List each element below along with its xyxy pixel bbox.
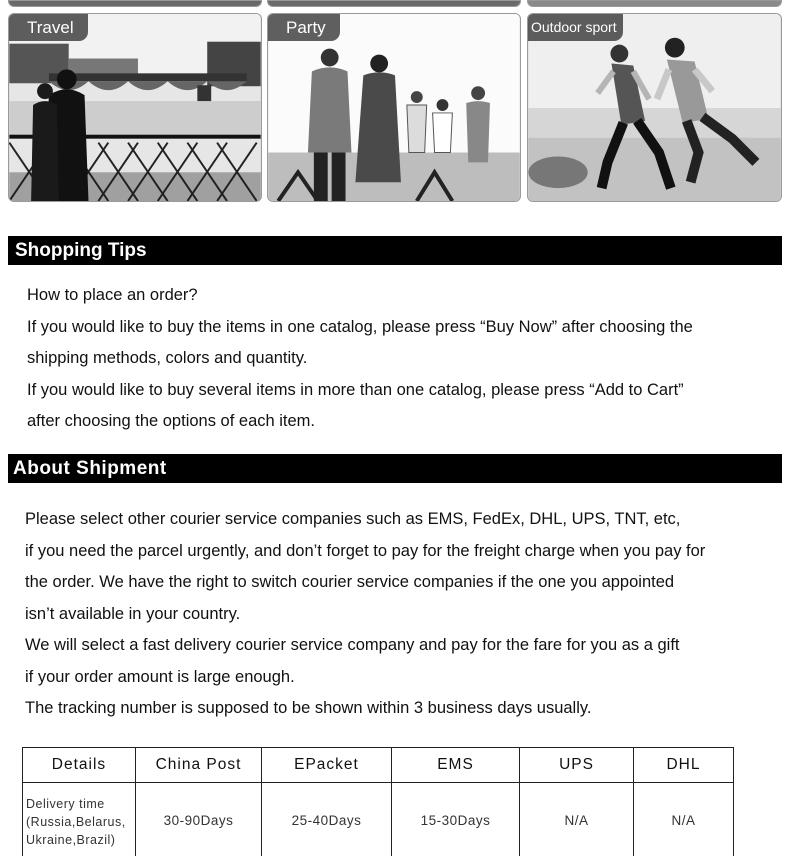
delivery-time-label-line: (Russia,Belarus, (26, 814, 126, 829)
about-shipment-header: About Shipment (8, 454, 782, 483)
about-shipment-line: if your order amount is large enough. (25, 667, 295, 686)
about-shipment-line: Please select other courier service companies such as EMS, FedEx, DHL, UPS, TNT, etc, (25, 510, 681, 528)
header-dhl: DHL (634, 748, 734, 783)
previous-images-strip (0, 0, 790, 8)
outdoor-sport-photo-icon (528, 14, 781, 201)
about-shipment-line: isn’t available in your country. (25, 604, 241, 623)
party-tile[interactable] (267, 13, 521, 202)
about-shipment-line: We will select a fast delivery courier service company and pay for the fare for you as a gift (25, 636, 680, 654)
shopping-tips-header: Shopping Tips (8, 236, 782, 265)
header-china-post: China Post (136, 748, 262, 783)
ups-time: N/A (520, 783, 634, 856)
shopping-tips-line: If you would like to buy the items in one catalog, please press “Buy Now” after choosing the (27, 317, 693, 336)
delivery-time-label-line: Delivery time (26, 796, 105, 811)
header-epacket: EPacket (262, 748, 392, 783)
outdoor-sport-label: Outdoor sport (528, 14, 623, 41)
dhl-time: N/A (634, 783, 734, 856)
header-ups: UPS (520, 748, 634, 783)
china-post-time: 30-90Days (136, 783, 262, 856)
about-shipment-line: the order. We have the right to switch courier service companies if the one you appointed (25, 573, 675, 591)
header-details: Details (23, 748, 136, 783)
shopping-tips-line: If you would like to buy several items in more than one catalog, please press “Add to Cart” (27, 380, 684, 399)
travel-photo-icon (9, 14, 261, 201)
about-shipment-line: if you need the parcel urgently, and don’t forget to pay for the freight charge when you pay for (25, 541, 706, 560)
about-shipment-text (25, 504, 705, 725)
shipping-table (22, 747, 734, 856)
travel-tile[interactable] (8, 13, 262, 202)
about-shipment-line: The tracking number is supposed to be shown within 3 business days usually. (25, 699, 592, 717)
outdoor-sport-tile[interactable] (527, 13, 782, 202)
header-ems: EMS (392, 748, 520, 783)
travel-label: Travel (9, 14, 88, 41)
delivery-time-label-line: Ukraine,Brazil) (26, 832, 116, 847)
previous-image-3 (527, 0, 782, 7)
shopping-tips-text (27, 280, 693, 438)
shopping-tips-line: shipping methods, colors and quantity. (27, 349, 308, 367)
ems-time: 15-30Days (392, 783, 520, 856)
table-row (23, 783, 734, 856)
shopping-tips-line: after choosing the options of each item. (27, 412, 316, 430)
party-photo-icon (268, 14, 520, 201)
epacket-time: 25-40Days (262, 783, 392, 856)
previous-image-1 (8, 0, 262, 7)
shopping-tips-line: How to place an order? (27, 286, 198, 304)
delivery-time-label (23, 783, 136, 856)
party-label: Party (268, 14, 340, 41)
table-header-row (23, 748, 734, 783)
previous-image-2 (267, 0, 521, 7)
